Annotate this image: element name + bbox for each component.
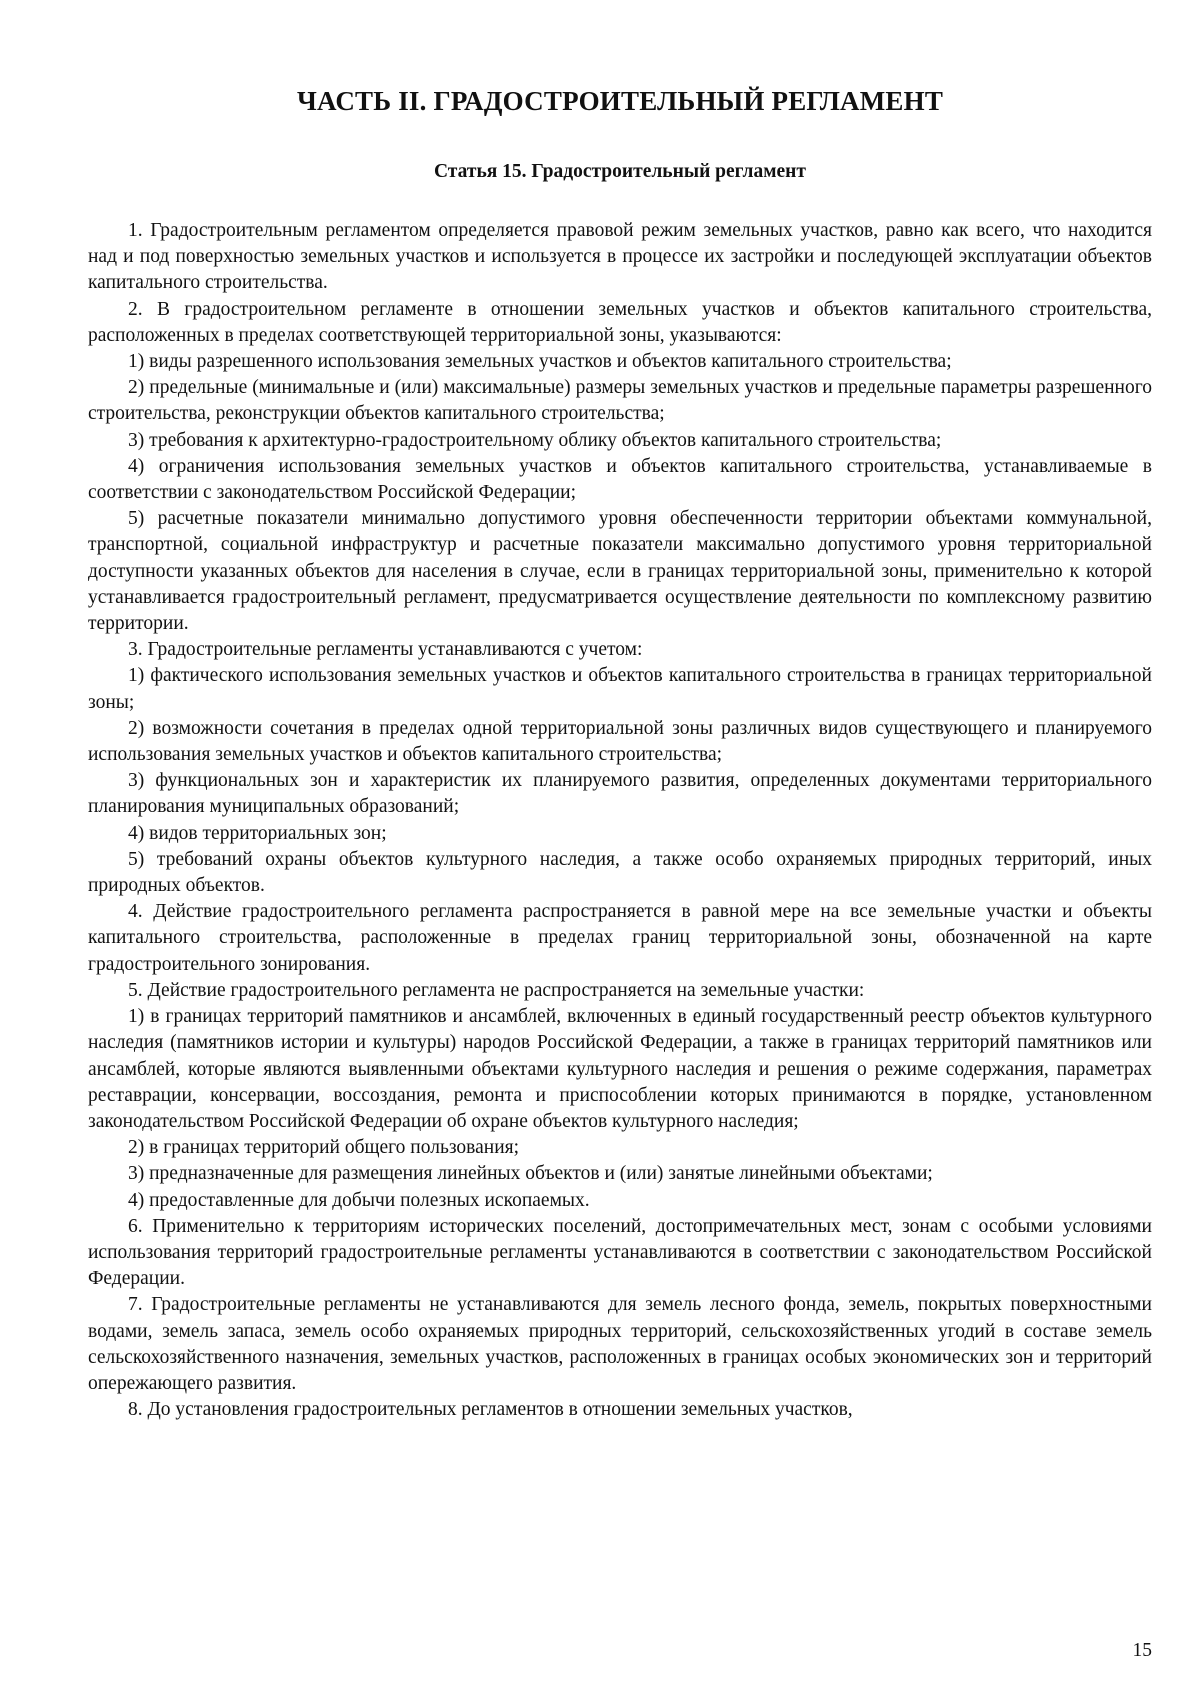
paragraph: 7. Градостроительные регламенты не устанавливаются для земель лесного фонда, земель, покрытых поверхностными водами, земель запаса, земель особо охраняемых природных территорий, сельскохозяйственных угодий в составе земель сельскохозяйственного назначения, земельных участков, расположенных в границах особых экономических зон и территорий опережающего развития. xyxy=(88,1294,1152,1394)
list-item: 5) расчетные показатели минимально допустимого уровня обеспеченности территории объектами коммунальной, транспортной, социальной инфраструктур и расчетные показатели максимально допустимого уровня территориальной доступности указанных объектов для населения в случае, если в границах территориальной зоны, применительно к которой устанавливается градостроительный регламент, предусматривается осуществление деятельности по комплексному развитию территории. xyxy=(88,508,1152,635)
paragraph: 1. Градостроительным регламентом определяется правовой режим земельных участков, равно как всего, что находится над и под поверхностью земельных участков и используется в процессе их застройки и последующей эксплуатации объектов капитального строительства. xyxy=(88,220,1152,294)
paragraph: 8. До установления градостроительных регламентов в отношении земельных участков, xyxy=(128,1399,853,1421)
list-item: 1) фактического использования земельных участков и объектов капитального строительства в границах территориальной зоны; xyxy=(88,665,1152,713)
article-body xyxy=(88,218,1152,1423)
list-item: 1) виды разрешенного использования земельных участков и объектов капитального строительства; xyxy=(128,351,952,373)
document-page xyxy=(88,0,1152,1696)
paragraph: 4. Действие градостроительного регламента распространяется в равной мере на все земельные участки и объекты капитального строительства, расположенные в пределах границ территориальной зоны, обозначенной на карте градостроительного зонирования. xyxy=(88,901,1152,975)
paragraph: 2. В градостроительном регламенте в отношении земельных участков и объектов капитального строительства, расположенных в пределах соответствующей территориальной зоны, указываются: xyxy=(88,298,1152,346)
paragraph: 3. Градостроительные регламенты устанавливаются с учетом: xyxy=(128,639,643,661)
list-item: 4) видов территориальных зон; xyxy=(128,822,387,844)
list-item: 4) предоставленные для добычи полезных ископаемых. xyxy=(128,1189,590,1211)
list-item: 5) требований охраны объектов культурного наследия, а также особо охраняемых природных территорий, иных природных объектов. xyxy=(88,848,1152,897)
list-item: 2) в границах территорий общего пользования; xyxy=(128,1137,520,1159)
paragraph: 6. Применительно к территориям исторических поселений, достопримечательных мест, зонам с особыми условиями использования территорий градостроительные регламенты устанавливаются в соответствии с законодательством Российской Федерации. xyxy=(88,1215,1152,1290)
page-number: 15 xyxy=(1132,1640,1152,1661)
paragraph: 5. Действие градостроительного регламента не распространяется на земельные участки: xyxy=(128,979,865,1001)
list-item: 2) предельные (минимальные и (или) максимальные) размеры земельных участков и предельные параметры разрешенного строительства, реконструкции объектов капитального строительства; xyxy=(88,377,1152,425)
list-item: 2) возможности сочетания в пределах одной территориальной зоны различных видов существующего и планируемого использования земельных участков и объектов капитального строительства; xyxy=(88,717,1152,766)
list-item: 3) требования к архитектурно-градостроительному облику объектов капитального строительства; xyxy=(128,429,942,451)
list-item: 3) предназначенные для размещения линейных объектов и (или) занятые линейными объектами; xyxy=(128,1163,933,1185)
part-title: ЧАСТЬ II. ГРАДОСТРОИТЕЛЬНЫЙ РЕГЛАМЕНТ xyxy=(296,86,944,116)
list-item: 4) ограничения использования земельных участков и объектов капитального строительства, устанавливаемые в соответствии с законодательством Российской Федерации; xyxy=(88,455,1152,504)
article-title: Статья 15. Градостроительный регламент xyxy=(433,161,806,182)
list-item: 3) функциональных зон и характеристик их планируемого развития, определенных документами территориального планирования муниципальных образований; xyxy=(88,770,1152,818)
list-item: 1) в границах территорий памятников и ансамблей, включенных в единый государственный реестр объектов культурного наследия (памятников истории и культуры) народов Российской Федерации, а также в границах территорий памятников или ансамблей, которые являются выявленными объектами культурного наследия и решения о режиме содержания, параметрах реставрации, консервации, воссоздания, ремонта и приспособлении которых принимаются в порядке, установленном законодательством Российской Федерации об охране объектов культурного наследия; xyxy=(88,1006,1152,1132)
